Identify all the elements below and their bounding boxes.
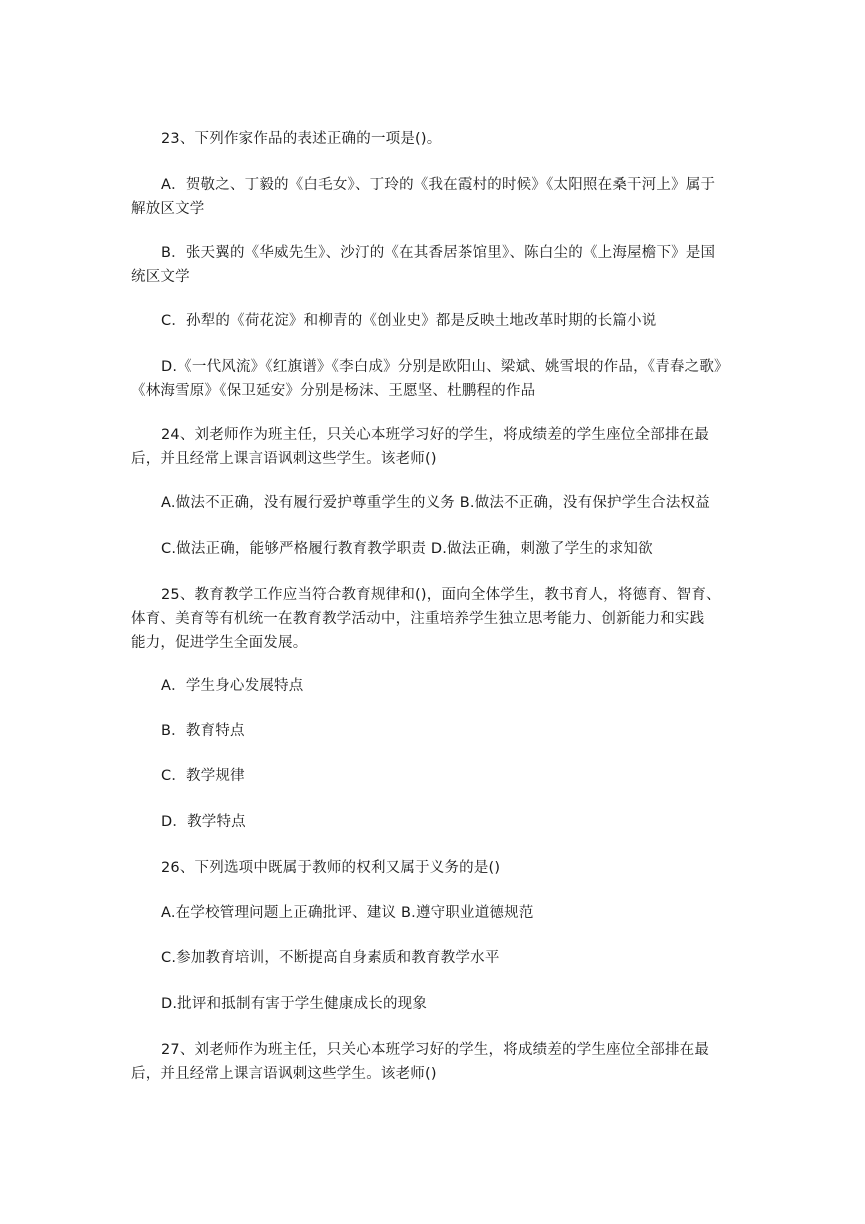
option-23-d: D.《一代风流》《红旗谱》《李白成》分别是欧阳山、梁斌、姚雪垠的作品，《青春之歌》 《林海雪原》《保卫延安》分别是杨沫、王愿坚、杜鹏程的作品 — [131, 359, 729, 399]
question-24: 24、刘老师作为班主任，只关心本班学习好的学生，将成绩差的学生座位全部排在最 后，并且经常上课言语讽刺这些学生。该老师() — [131, 427, 710, 467]
option-23-b: B．张天翼的《华威先生》、沙汀的《在其香居茶馆里》、陈白尘的《上海屋檐下》是国 统区文学 — [131, 245, 716, 285]
option-26-d: D.批评和抵制有害于学生健康成长的现象 — [161, 996, 428, 1012]
question-25: 25、教育教学工作应当符合教育规律和()，面向全体学生，教书育人，将德育、智育、 体育、美育等有机统一在教育教学活动中，注重培养学生独立思考能力、创新能力和实践 能力，促进学生全面发展。 — [131, 587, 721, 651]
option-25-b: B．教育特点 — [161, 723, 245, 739]
question-26: 26、下列选项中既属于教师的权利又属于义务的是() — [161, 860, 501, 876]
options-24-cd: C.做法正确，能够严格履行教育教学职责 D.做法正确，刺激了学生的求知欲 — [161, 541, 653, 557]
option-25-d: D．教学特点 — [161, 814, 246, 830]
option-23-c: C．孙犁的《荷花淀》和柳青的《创业史》都是反映土地改革时期的长篇小说 — [161, 313, 657, 329]
question-27: 27、刘老师作为班主任，只关心本班学习好的学生，将成绩差的学生座位全部排在最 后，并且经常上课言语讽刺这些学生。该老师() — [131, 1042, 710, 1082]
options-24-ab: A.做法不正确，没有履行爱护尊重学生的义务 B.做法不正确，没有保护学生合法权益 — [161, 495, 710, 511]
option-25-a: A．学生身心发展特点 — [161, 678, 304, 694]
option-26-c: C.参加教育培训，不断提高自身素质和教育教学水平 — [161, 950, 500, 966]
question-23: 23、下列作家作品的表述正确的一项是()。 — [161, 131, 442, 147]
options-26-ab: A.在学校管理问题上正确批评、建议 B.遵守职业道德规范 — [161, 905, 534, 921]
option-25-c: C．教学规律 — [161, 768, 245, 784]
option-23-a: A．贺敬之、丁毅的《白毛女》、丁玲的《我在霞村的时候》《太阳照在桑干河上》属于 解放区文学 — [131, 177, 716, 217]
